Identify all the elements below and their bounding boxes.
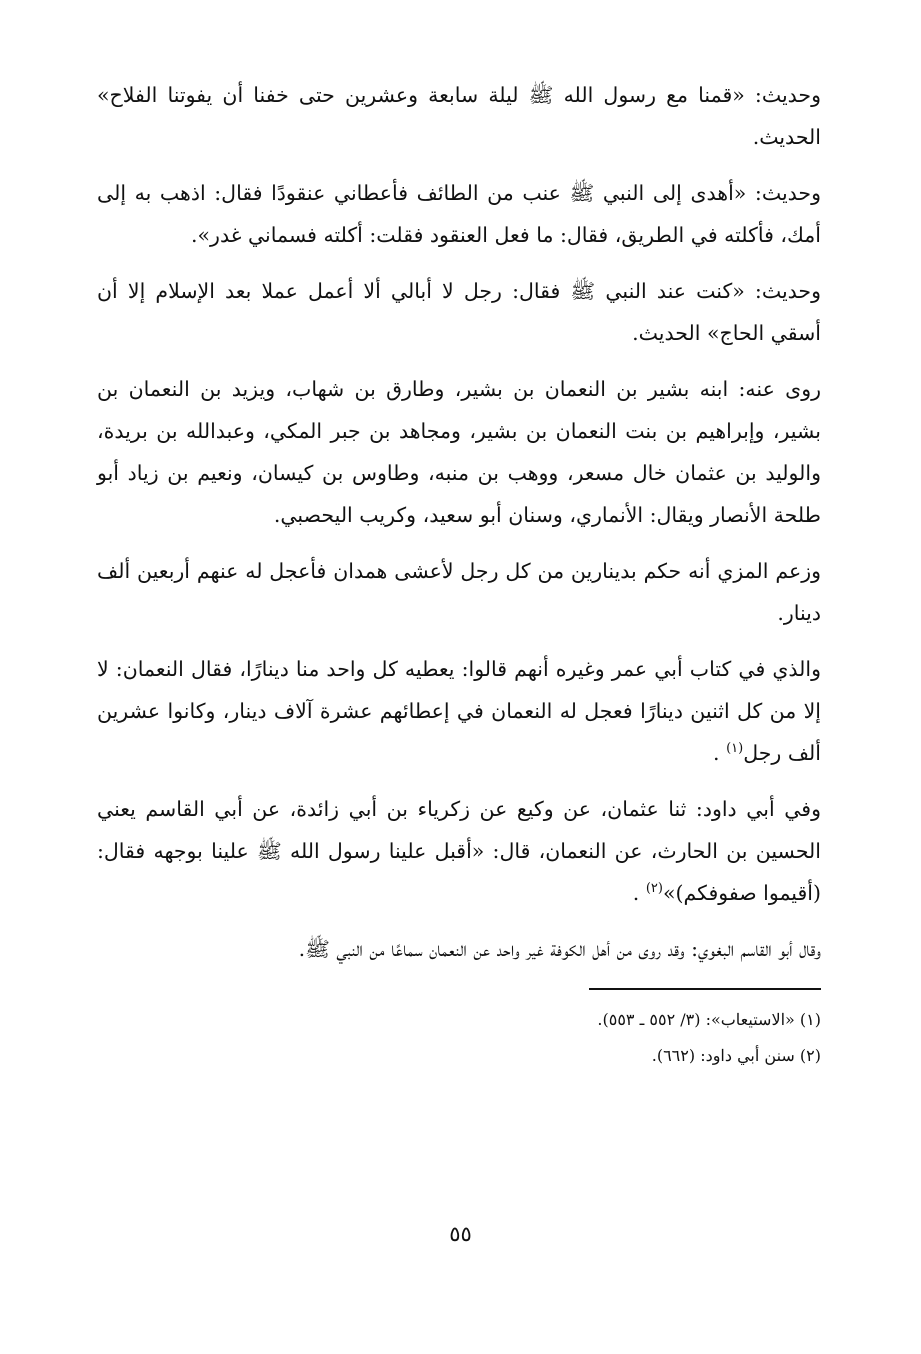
paragraph-hadith-qiyam: وحديث: «قمنا مع رسول الله ﷺ ليلة سابعة وعشرين حتى خفنا أن يفوتنا الفلاح» الحديث.: [97, 83, 821, 149]
paragraph-tail: .: [632, 881, 646, 905]
paragraph-baghawi: وقال أبو القاسم البغوي: وقد روى من أهل الكوفة غير واحد عن النعمان سماعًا من النبي ﷺ.: [298, 937, 821, 961]
paragraph-narrators: روى عنه: ابنه بشير بن النعمان بن بشير، وطارق بن شهاب، ويزيد بن النعمان بن بشير، وإبراهيم بن بنت النعمان بن بشير، ومجاهد بن جبر المكي، وعبدالله بن بريدة، والوليد بن عثمان خال مسعر، ووهب بن منبه، وطاوس بن كيسان، ونعيم بن زياد أبو طلحة الأنصار ويقال: الأنماري، وسنان أبو سعيد، وكريب اليحصبي.: [97, 377, 821, 527]
page-body: [97, 74, 821, 1074]
paragraph-hadith-inab: وحديث: «أهدى إلى النبي ﷺ عنب من الطائف فأعطاني عنقودًا فقال: اذهب به إلى أمك، فأكلته في الطريق، فقال: ما فعل العنقود فقلت: أكلته فسماني غدر».: [97, 181, 821, 247]
paragraph-mizzi-claim: وزعم المزي أنه حكم بدينارين من كل رجل لأعشى همدان فأعجل له عنهم أربعين ألف دينار.: [97, 559, 821, 625]
paragraph-hadith-haj: وحديث: «كنت عند النبي ﷺ فقال: رجل لا أبالي ألا أعمل عملا بعد الإسلام إلا أن أسقي الحاج» الحديث.: [97, 279, 821, 345]
paragraph-tail: .: [713, 741, 727, 765]
footnote-ref-1: (١): [726, 741, 744, 757]
footnote-divider: [589, 988, 821, 990]
footnote-2: (٢) سنن أبي داود: (٦٦٢).: [651, 1046, 821, 1065]
footnote-1: (١) «الاستيعاب»: (٣/ ٥٥٢ ـ ٥٥٣).: [597, 1010, 821, 1029]
page-number: ٥٥: [449, 1222, 472, 1246]
paragraph-abu-umar: [97, 648, 821, 774]
footnote-ref-2: (٢): [645, 881, 663, 897]
paragraph-text: والذي في كتاب أبي عمر وغيره أنهم قالوا: يعطيه كل واحد منا دينارًا، فقال النعمان: لا إلا من كل اثنين دينارًا فعجل له النعمان في إعطائهم عشرة آلاف دينار، وكانوا عشرين ألف رجل: [97, 657, 821, 765]
paragraph-abu-dawud: [97, 788, 821, 914]
paragraph-text: وفي أبي داود: ثنا عثمان، عن وكيع عن زكرياء بن أبي زائدة، عن أبي القاسم يعني الحسين بن الحارث، عن النعمان، قال: «أقبل علينا رسول الله ﷺ علينا بوجهه فقال: (أقيموا صفوفكم)»: [97, 797, 821, 905]
